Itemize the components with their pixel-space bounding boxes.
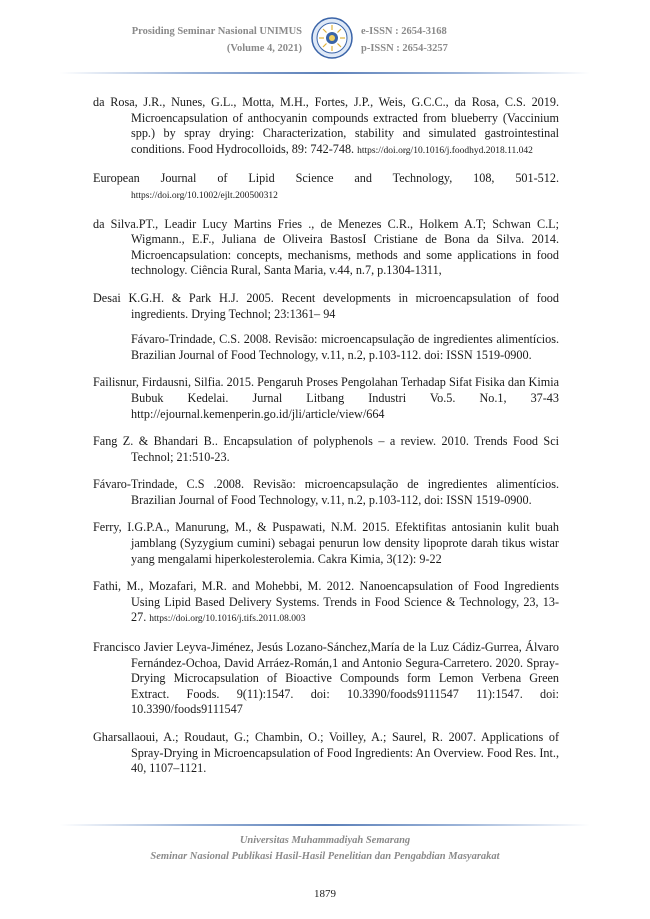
page-footer xyxy=(0,829,650,865)
p-issn: p-ISSN : 2654-3257 xyxy=(361,43,448,54)
proceeding-title: Prosiding Seminar Nasional UNIMUS xyxy=(131,26,302,37)
reference-item: Ferry, I.G.P.A., Manurung, M., & Puspawati, N.M. 2015. Efektifitas antosianin kulit buah jamblang (Syzygium cumini) sebagai penurun low density lipoprote darah tikus wistar yang mengalami hiperkolesterolemia. Cakra Kimia, 3(12): 9-22 xyxy=(93,520,559,566)
reference-item: Desai K.G.H. & Park H.J. 2005. Recent developments in microencapsulation of food ingredients. Drying Technol; 23:1361– 94 xyxy=(93,290,559,321)
reference-item: Fathi, M., Mozafari, M.R. and Mohebbi, M. 2012. Nanoencapsulation of Food Ingredients Using Lipid Based Delivery Systems. Trends in Food Science & Technology, 23, 13-27. https://doi.org/10.1016/j.tifs.2011.08.003 xyxy=(93,579,559,625)
footer-divider xyxy=(60,824,590,826)
page-header xyxy=(0,0,650,84)
header-right xyxy=(361,23,448,57)
doi-link[interactable]: https://doi.org/10.1016/j.foodhyd.2018.11.042 xyxy=(357,145,533,156)
reference-item: Gharsallaoui, A.; Roudaut, G.; Chambin, O.; Voilley, A.; Saurel, R. 2007. Applications of Spray-Drying in Microencapsulation of Food Ingredients: An Overview. Food Res. Int., 40, 1107–1121. xyxy=(93,730,559,776)
seminar-name: Seminar Nasional Publikasi Hasil-Hasil Penelitian dan Pengabdian Masyarakat xyxy=(150,851,500,862)
university-name: Universitas Muhammadiyah Semarang xyxy=(239,835,411,846)
reference-item: Fávaro-Trindade, C.S. 2008. Revisão: microencapsulação de ingredientes alimentícios. Brazilian Journal of Food Technology, v.11, n.2, p.103-112. doi: ISSN 1519-0900. xyxy=(131,332,559,362)
reference-item: Fang Z. & Bhandari B.. Encapsulation of polyphenols – a review. 2010. Trends Food Sci Technol; 21:510-23. xyxy=(93,434,559,464)
header-divider xyxy=(60,72,590,74)
reference-item: da Silva.PT., Leadir Lucy Martins Fries ., de Menezes C.R., Holkem A.T; Schwan C.L; Wigmann., E.F., Juliana de Oliveira BastosI Cristiane de Bona da Silva. 2014. Microencapsulation: concepts, mechanisms, methods and some applications in food technology. Ciência Rural, Santa Maria, v.44, n.7, p.1304-1311, xyxy=(93,216,559,278)
reference-item: da Rosa, J.R., Nunes, G.L., Motta, M.H., Fortes, J.P., Weis, G.C.C., da Rosa, C.S. 2019. Microencapsulation of anthocyanin compounds extracted from blueberry (Vaccinium spp.) by spray drying: Characterization, stability and simulated gastrointestinal conditions. Food Hydrocolloids, 89: 742-748. https://doi.org/10.1016/j.foodhyd.2018.11.042 xyxy=(93,95,559,156)
reference-item: Failisnur, Firdausni, Silfia. 2015. Pengaruh Proses Pengolahan Terhadap Sifat Fisika dan Kimia Bubuk Kedelai. Jurnal Litbang Industri Vo.5. No.1, 37-43 http://ejournal.kemenperin.go.id/jli/article/view/664 xyxy=(93,375,559,421)
doi-link[interactable]: https://doi.org/10.1016/j.tifs.2011.08.003 xyxy=(149,614,306,625)
e-issn: e-ISSN : 2654-3168 xyxy=(361,26,447,37)
reference-list xyxy=(93,95,559,789)
header-left xyxy=(132,23,302,57)
reference-item: Fávaro-Trindade, C.S .2008. Revisão: microencapsulação de ingredientes alimentícios. Brazilian Journal of Food Technology, v.11, n.2, p.103-112, doi: ISSN 1519-0900. xyxy=(93,477,559,507)
reference-item: European Journal of Lipid Science and Technology, 108, 501-512. https://doi.org/10.1002/ejlt.200500312 xyxy=(93,171,559,201)
reference-item: Francisco Javier Leyva-Jiménez, Jesús Lozano-Sánchez,María de la Luz Cádiz-Gurrea, Álvaro Fernández-Ochoa, David Arráez-Román,1 and Antonio Segura-Carretero. 2020. Spray-Drying Microcapsulation of Bioactive Compounds form Lemon Verbena Green Extract. Foods. 9(11):1547. doi: 10.3390/foods9111547 11):1547. doi: 10.3390/foods9111547 xyxy=(93,640,559,717)
unimus-seal-icon xyxy=(311,17,353,59)
volume-label: (Volume 4, 2021) xyxy=(226,43,302,54)
page-number: 1879 xyxy=(314,888,336,900)
doi-link[interactable]: https://doi.org/10.1002/ejlt.200500312 xyxy=(131,190,278,201)
